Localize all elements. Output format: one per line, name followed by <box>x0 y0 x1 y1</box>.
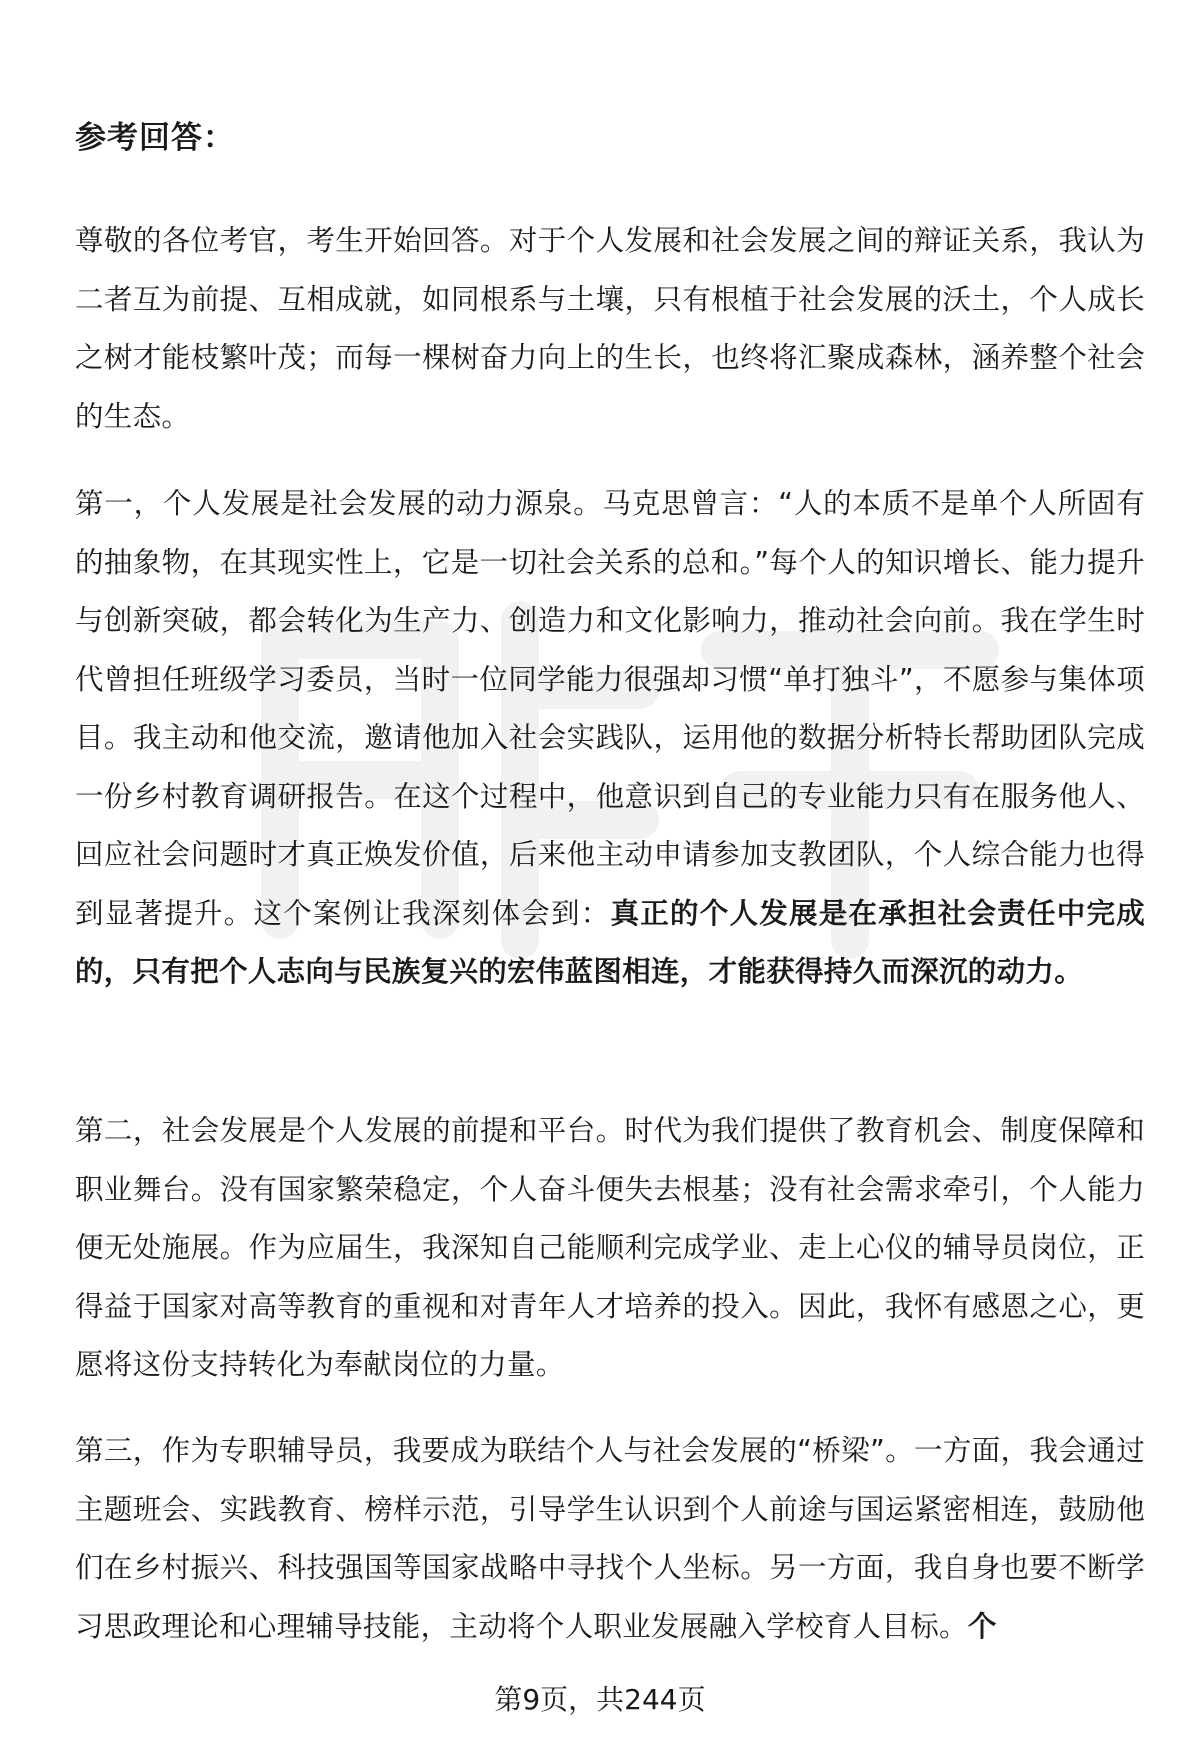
paragraph-intro <box>75 212 1145 446</box>
paragraph-text: 第二，社会发展是个人发展的前提和平台。时代为我们提供了教育机会、制度保障和职业舞台。没有国家繁荣稳定，个人奋斗便失去根基；没有社会需求牵引，个人能力便无处施展。作为应届生，我深知自己能顺利完成学业、走上心仪的辅导员岗位，正得益于国家对高等教育的重视和对青年人才培养的投入。因此，我怀有感恩之心，更愿将这份支持转化为奉献岗位的力量。 <box>75 1114 1145 1381</box>
paragraph-third-point <box>75 1422 1145 1656</box>
paragraph-text: 第三，作为专职辅导员，我要成为联结个人与社会发展的“桥梁”。一方面，我会通过主题班会、实践教育、榜样示范，引导学生认识到个人前途与国运紧密相连，鼓励他们在乡村振兴、科技强国等国家战略中寻找个人坐标。另一方面，我自身也要不断学习思政理论和心理辅导技能，主动将个人职业发展融入学校育人目标。 <box>75 1434 1145 1643</box>
paragraph-first-point <box>75 475 1145 1002</box>
page-number-footer: 第9页，共244页 <box>494 1683 706 1716</box>
answer-heading: 参考回答： <box>75 120 235 156</box>
paragraph-bold-text: 个 <box>967 1609 997 1643</box>
paragraph-bold-text: 真正的个人发展是在承担社会责任中完成的，只有把个人志向与民族复兴的宏伟蓝图相连，才能获得持久而深沉的动力。 <box>75 896 1146 988</box>
paragraph-second-point <box>75 1102 1145 1395</box>
paragraph-text: 第一，个人发展是社会发展的动力源泉。马克思曾言：“人的本质不是单个人所固有的抽象物，在其现实性上，它是一切社会关系的总和。”每个人的知识增长、能力提升与创新突破，都会转化为生产力、创造力和文化影响力，推动社会向前。我在学生时代曾担任班级学习委员，当时一位同学能力很强却习惯“单打独斗”，不愿参与集体项目。我主动和他交流，邀请他加入社会实践队，运用他的数据分析特长帮助团队完成一份乡村教育调研报告。在这个过程中，他意识到自己的专业能力只有在服务他人、回应社会问题时才真正焕发价值，后来他主动申请参加支教团队，个人综合能力也得到显著提升。这个案例让我深刻体会到： <box>75 487 1145 930</box>
paragraph-text: 尊敬的各位考官，考生开始回答。对于个人发展和社会发展之间的辩证关系，我认为二者互为前提、互相成就，如同根系与土壤，只有根植于社会发展的沃土，个人成长之树才能枝繁叶茂；而每一棵树奋力向上的生长，也终将汇聚成森林，涵养整个社会的生态。 <box>75 224 1145 433</box>
